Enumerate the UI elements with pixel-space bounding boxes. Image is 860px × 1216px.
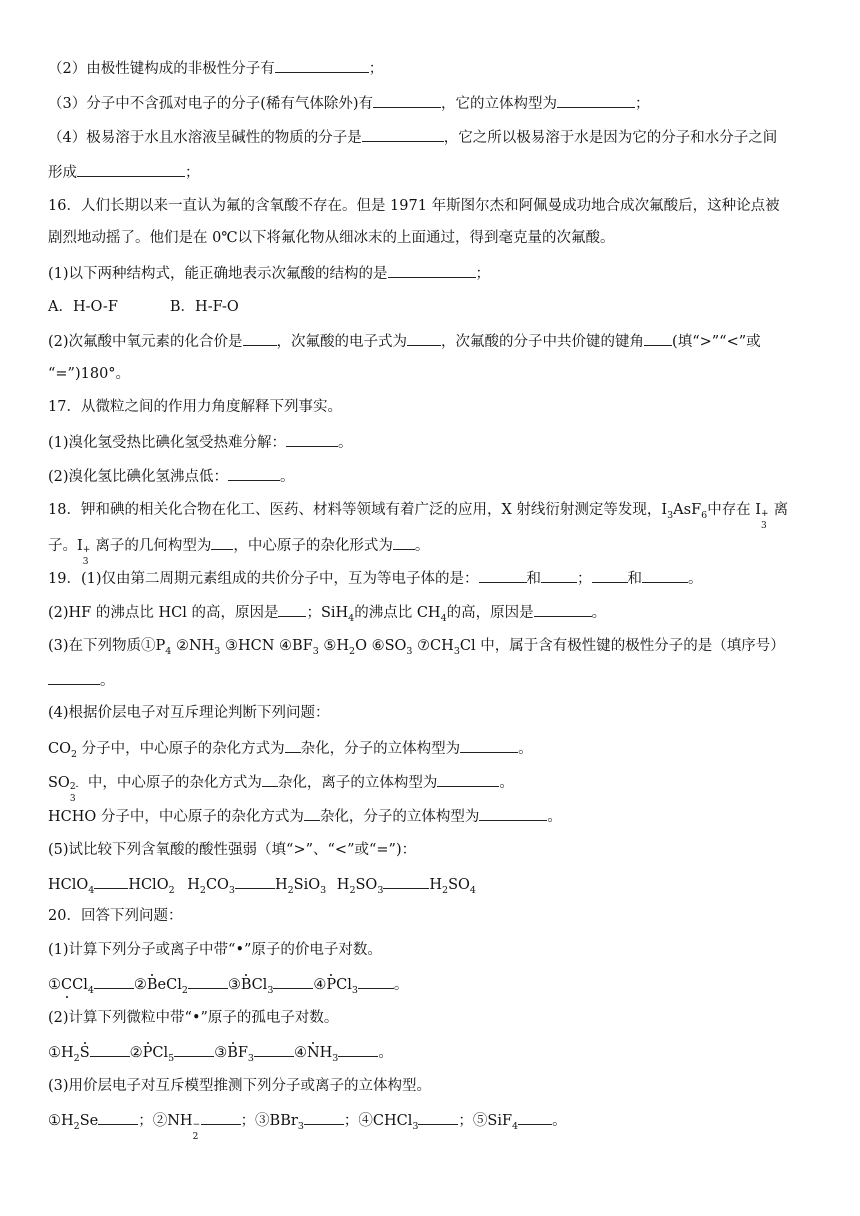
question-18: 18．钾和碘的相关化合物在化工、医药、材料等领域有着广泛的应用，X 射线衍射测定等发现，$I_3AsF_6$中存在 I + 3 离 <box>48 502 789 531</box>
answer-blank[interactable] <box>278 602 306 617</box>
answer-blank[interactable] <box>460 738 518 753</box>
answer-blank[interactable] <box>358 974 394 989</box>
question-19-5-acids: HClO$_4$ HClO$_2$ $H_2CO_3$ $H_2SiO_3$ $H_2SO_3$ $H_2SO_4$ <box>48 874 818 895</box>
answer-blank[interactable] <box>557 93 635 108</box>
answer-blank[interactable] <box>77 162 185 177</box>
question-17-1: (1)溴化氢受热比碘化氢受热难分解： 。 <box>48 432 818 453</box>
answer-blank[interactable] <box>262 772 278 787</box>
answer-blank[interactable] <box>235 874 275 889</box>
answer-blank[interactable] <box>94 874 128 889</box>
line-q15-4: （4）极易溶于水且水溶液呈碱性的物质的分子是 ，它之所以极易溶于水是因为它的分子和水分子之间 <box>48 127 818 148</box>
answer-blank[interactable] <box>479 806 547 821</box>
answer-blank[interactable] <box>388 263 476 278</box>
question-16: 16．人们长期以来一直认为氟的含氧酸不存在。但是 1971 年斯图尔杰和阿佩曼成功地合成次氟酸后，这种论点被 <box>48 198 780 214</box>
answer-blank[interactable] <box>407 331 441 346</box>
answer-blank[interactable] <box>518 1110 552 1125</box>
answer-blank[interactable] <box>174 1042 214 1057</box>
option-a: A．H-O-F <box>48 299 118 315</box>
answer-blank[interactable] <box>304 1110 344 1125</box>
answer-blank[interactable] <box>48 670 100 685</box>
answer-blank[interactable] <box>362 127 444 142</box>
answer-blank[interactable] <box>98 1110 138 1125</box>
answer-blank[interactable] <box>254 1042 294 1057</box>
answer-blank[interactable] <box>228 466 280 481</box>
answer-blank[interactable] <box>534 602 592 617</box>
answer-blank[interactable] <box>243 331 277 346</box>
line-q15-4-cont: 形成 ； <box>48 162 818 183</box>
answer-blank[interactable] <box>479 568 527 583</box>
question-19-4: (4)根据价层电子对互斥理论判断下列问题： <box>48 705 330 721</box>
answer-blank[interactable] <box>418 1110 458 1125</box>
answer-blank[interactable] <box>383 874 429 889</box>
answer-blank[interactable] <box>211 535 233 550</box>
question-19-4-co2: $CO_2$ 分子中，中心原子的杂化方式为 杂化，分子的立体构型为 。 <box>48 738 818 759</box>
question-19-4-hcho: HCHO 分子中，中心原子的杂化方式为 杂化，分子的立体构型为 。 <box>48 806 818 827</box>
question-17: 17．从微粒之间的作用力角度解释下列事实。 <box>48 399 342 415</box>
question-19-4-so3: SO 2- 3 中，中心原子的杂化方式为 杂化，离子的立体构型为 。 <box>48 772 818 793</box>
answer-blank[interactable] <box>644 331 672 346</box>
question-16-cont: 剧烈地动摇了。他们是在 0℃以下将氟化物从细冰末的上面通过，得到毫克量的次氟酸。 <box>48 230 615 246</box>
question-16-2: (2)次氟酸中氧元素的化合价是 ，次氟酸的电子式为 ，次氟酸的分子中共价键的键角 (填“>”“<”或 <box>48 331 818 352</box>
answer-blank[interactable] <box>393 535 415 550</box>
answer-blank[interactable] <box>285 738 301 753</box>
question-20-1: (1)计算下列分子或离子中带“•”原子的价电子对数。 <box>48 942 382 958</box>
answer-blank[interactable] <box>188 974 228 989</box>
question-20-3-items: $①H_2Se$ ；②NH − 2 ；③BBr$_3$ ；④CHCl$_3$ ；⑤SiF$_4$ 。 <box>48 1110 818 1131</box>
question-19-5: (5)试比较下列含氧酸的酸性强弱（填“>”、“<”或“=”)： <box>48 842 417 858</box>
line-q15-2: （2）由极性键构成的非极性分子有 ； <box>48 58 818 79</box>
answer-blank[interactable] <box>286 432 338 447</box>
question-20: 20．回答下列问题： <box>48 908 183 924</box>
answer-blank[interactable] <box>541 568 577 583</box>
question-16-1: (1)以下两种结构式，能正确地表示次氟酸的结构的是 ； <box>48 263 818 284</box>
answer-blank[interactable] <box>642 568 688 583</box>
question-17-2: (2)溴化氢比碘化氢沸点低： 。 <box>48 466 818 487</box>
question-19-1: 19．(1)仅由第二周期元素组成的共价分子中，互为等电子体的是： 和 ； 和 。 <box>48 568 818 589</box>
question-19-2: (2)HF 的沸点比 HCl 的高，原因是 ；SiH$_4$的沸点比 $CH_4$的高，原因是 。 <box>48 602 818 623</box>
answer-blank[interactable] <box>275 58 369 73</box>
answer-blank[interactable] <box>338 1042 378 1057</box>
question-19-3: (3)在下列物质$①P_4$ $②NH_3$ ③HCN $④BF_3$ $⑤H_2O$ $⑥SO_3$ $⑦CH_3Cl$ 中，属于含有极性键的极性分子的是（填序号） <box>48 638 785 657</box>
question-18-cont: 子。I + 3 离子的几何构型为 ，中心原子的杂化形式为 。 <box>48 535 818 556</box>
question-20-3: (3)用价层电子对互斥模型推测下列分子或离子的立体构型。 <box>48 1078 432 1094</box>
answer-blank[interactable] <box>437 772 499 787</box>
answer-blank[interactable] <box>201 1110 241 1125</box>
answer-blank[interactable] <box>592 568 628 583</box>
question-16-2-cont: “=”)180°。 <box>48 366 131 382</box>
option-b: B．H-F-O <box>169 299 239 315</box>
question-20-2-items: $①H_2S$ ②PCl$_5$ $③BF_3$ $④NH_3$ 。 <box>48 1042 818 1063</box>
question-19-3-cont: 。 <box>48 670 818 691</box>
answer-blank[interactable] <box>304 806 320 821</box>
question-20-2: (2)计算下列微粒中带“•”原子的孤电子对数。 <box>48 1010 339 1026</box>
question-16-options <box>48 297 818 317</box>
line-q15-3: （3）分子中不含孤对电子的分子(稀有气体除外)有 ，它的立体构型为 ； <box>48 93 818 114</box>
answer-blank[interactable] <box>90 1042 130 1057</box>
answer-blank[interactable] <box>94 974 134 989</box>
answer-blank[interactable] <box>273 974 313 989</box>
answer-blank[interactable] <box>373 93 441 108</box>
question-20-1-items: ①CCl$_4$ ②BeCl$_2$ ③BCl$_3$ ④PCl$_3$ 。 <box>48 974 818 995</box>
